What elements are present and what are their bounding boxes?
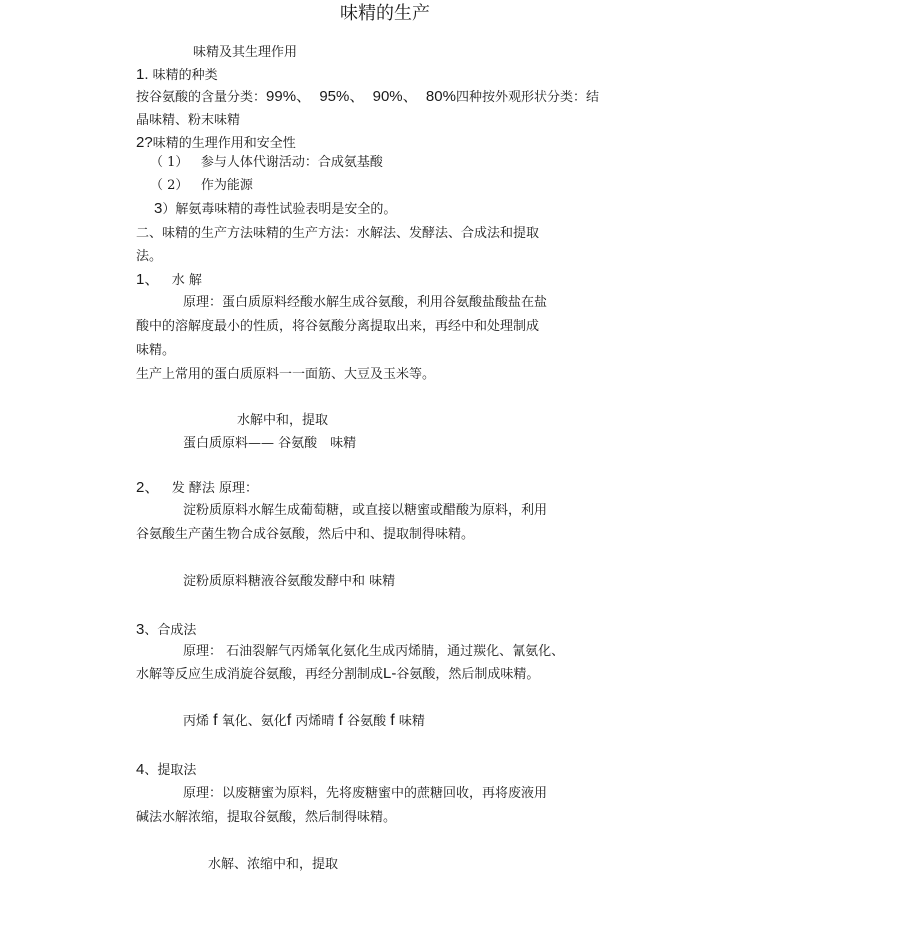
- flow-arrow: f: [286, 712, 292, 729]
- subheading-types: [136, 67, 218, 84]
- method-number: 3: [136, 621, 145, 638]
- method-name: 发 酵法 原理：: [171, 481, 259, 496]
- process-flow: 蛋白质原料—— 谷氨酸 味精: [183, 436, 357, 451]
- process-flow-label: 水解、浓缩中和，提取: [208, 857, 339, 872]
- document-title: 味精的生产: [340, 3, 430, 24]
- paragraph: 酸中的溶解度最小的性质，将谷氨酸分离提取出来，再经中和处理制成: [136, 319, 540, 334]
- subheading-number: 2?: [136, 134, 153, 151]
- subheading-text: 味精的种类: [152, 68, 218, 83]
- percent-99: 99%、: [266, 88, 312, 105]
- flow-step: 氧化、氨化: [221, 714, 287, 729]
- process-flow: [183, 713, 425, 730]
- classification-label: 按谷氨酸的含量分类：: [136, 90, 267, 105]
- method-number: 1、: [136, 271, 160, 288]
- list-item-number: （ 2）: [150, 178, 189, 193]
- flow-arrow: f: [213, 712, 218, 729]
- paragraph: 生产上常用的蛋白质原料一一面筋、大豆及玉米等。: [136, 367, 436, 382]
- method-name: 、合成法: [144, 623, 197, 638]
- flow-step: 丙烯晴: [295, 714, 335, 729]
- section-heading: 味精及其生理作用: [193, 45, 298, 60]
- list-item-text: 作为能源: [200, 178, 253, 193]
- method-heading-extraction: [136, 762, 196, 779]
- percent-90: 90%、: [372, 88, 418, 105]
- classification-line: [136, 89, 599, 106]
- flow-step: 味精: [398, 714, 425, 729]
- paragraph: 原理：蛋白质原料经酸水解生成谷氨酸，利用谷氨酸盐酸盐在盐: [183, 295, 548, 310]
- subheading-text: 味精的生理作用和安全性: [152, 136, 296, 151]
- method-number: 4: [136, 761, 145, 778]
- list-item: [154, 201, 396, 218]
- list-item: [150, 178, 253, 194]
- list-item-number: （ 1）: [150, 155, 189, 170]
- flow-arrow: f: [338, 712, 343, 729]
- paragraph: 味精。: [136, 343, 176, 358]
- method-name: 水 解: [171, 273, 202, 288]
- paragraph: 法。: [136, 249, 163, 264]
- list-item-text: 参与人体代谢活动：合成氨基酸: [200, 155, 383, 170]
- paragraph: 原理： 石油裂解气丙烯氧化氨化生成丙烯腈，通过羰化、氰氨化、: [183, 644, 565, 659]
- method-heading-synthesis: [136, 622, 196, 639]
- paragraph: 淀粉质原料水解生成葡萄糖，或直接以糖蜜或醋酸为原料，利用: [183, 503, 548, 518]
- method-heading-fermentation: [136, 480, 258, 497]
- method-name: 、提取法: [144, 763, 197, 778]
- list-item: [150, 155, 383, 171]
- method-number: 2、: [136, 479, 160, 496]
- paragraph: 谷氨酸生产菌生物合成谷氨酸，然后中和、提取制得味精。: [136, 527, 475, 542]
- paragraph: 碱法水解浓缩，提取谷氨酸，然后制得味精。: [136, 810, 397, 825]
- percent-80: 80%: [425, 88, 456, 105]
- method-heading-hydrolysis: [136, 272, 202, 289]
- flow-step: 谷氨酸: [347, 714, 387, 729]
- text-segment: L-: [383, 665, 397, 682]
- text-segment: 谷氨酸，然后制成味精。: [396, 667, 540, 682]
- classification-line-cont: 晶味精、粉末味精: [136, 113, 241, 128]
- process-flow-label: 水解中和，提取: [237, 413, 329, 428]
- percent-95: 95%、: [319, 88, 365, 105]
- classification-shape: 四种按外观形状分类：结: [455, 90, 599, 105]
- list-item-number: 3: [154, 200, 163, 217]
- flow-arrow: f: [390, 712, 395, 729]
- process-flow: 淀粉质原料糖液谷氨酸发酵中和 味精: [183, 574, 396, 589]
- list-item-text: ）解氨毒味精的毒性试验表明是安全的。: [162, 202, 397, 217]
- subheading-safety: [136, 135, 296, 152]
- paragraph: [136, 666, 539, 683]
- paragraph: 原理：以废糖蜜为原料，先将废糖蜜中的蔗糖回收，再将废液用: [183, 786, 548, 801]
- flow-step: 丙烯: [183, 714, 210, 729]
- subheading-number: 1.: [136, 66, 149, 83]
- paragraph: 二、味精的生产方法味精的生产方法：水解法、发酵法、合成法和提取: [136, 226, 540, 241]
- text-segment: 水解等反应生成消旋谷氨酸，再经分割制成: [136, 667, 384, 682]
